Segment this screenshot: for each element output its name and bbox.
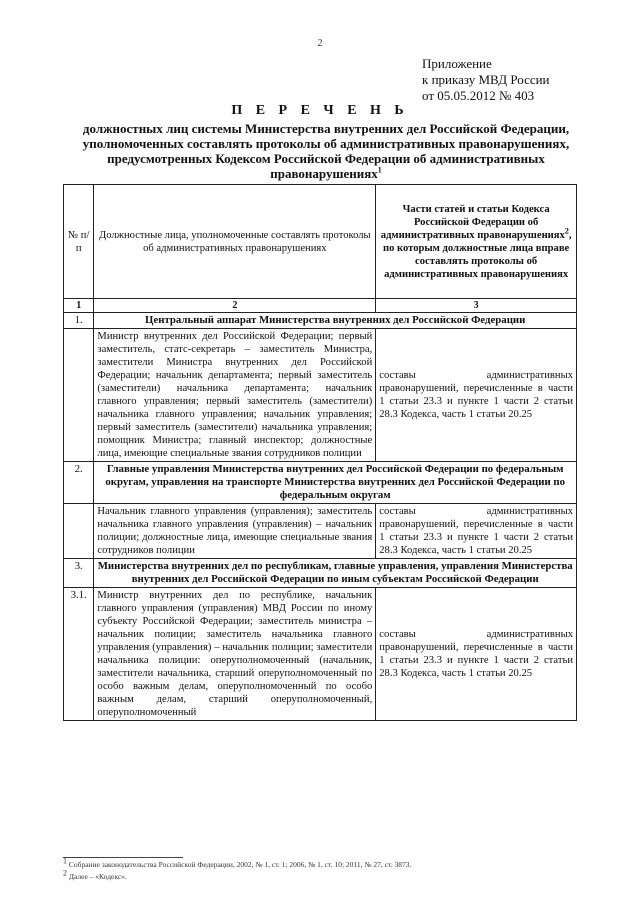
appendix-line-2: к приказу МВД России xyxy=(422,72,550,87)
header-number: № п/п xyxy=(64,185,94,299)
officials-table xyxy=(63,184,577,721)
subtitle-text: должностных лиц системы Министерства внутренних дел Российской Федерации, уполномоченных составлять протоколы об административных правонарушениях, предусмотренных Кодексом Российской Федерации об административных правонарушениях xyxy=(82,121,570,181)
footnote-1 xyxy=(63,856,412,869)
index-cell: 3 xyxy=(376,299,577,313)
footnote-2 xyxy=(63,868,127,881)
footnote-divider xyxy=(63,857,183,858)
header-officials: Должностные лица, уполномоченные составлять протоколы об административных правонарушениях xyxy=(94,185,376,299)
header-articles-tail: , по которым должностные лица вправе составлять протоколы об административных правонарушениях xyxy=(382,229,572,280)
articles-cell: составы административных правонарушений, перечисленные в части 1 статьи 23.3 и пункте 1 части 2 статьи 28.3 Кодекса, часть 1 статьи 20.25 xyxy=(376,504,577,559)
footnote-mark: 2 xyxy=(63,868,67,878)
section-title: Центральный аппарат Министерства внутренних дел Российской Федерации xyxy=(94,313,577,329)
row-number: 2. xyxy=(64,462,94,504)
officials-cell: Начальник главного управления (управления); заместитель начальника главного управления (управления) – начальник полиции; должностные лица, имеющие специальные звания сотрудников полиции xyxy=(94,504,376,559)
section-row xyxy=(64,559,577,588)
section-title: Главные управления Министерства внутренних дел Российской Федерации по федеральным округам, управления на транспорте Министерства внутренних дел Российской Федерации по федеральным округам xyxy=(94,462,577,504)
articles-cell: составы административных правонарушений, перечисленные в части 1 статьи 23.3 и пункте 1 части 2 статьи 28.3 Кодекса, часть 1 статьи 20.25 xyxy=(376,329,577,462)
appendix-note xyxy=(422,56,550,104)
row-number xyxy=(64,504,94,559)
header-footnote-mark: 2 xyxy=(564,225,569,235)
footnote-text: Далее – «Кодекс». xyxy=(67,872,127,881)
document-title: П Е Р Е Ч Е Н Ь xyxy=(231,103,409,118)
officials-cell: Министр внутренних дел по республике, начальник главного управления (управления) МВД России по иному субъекту Российской Федерации; заместитель министра – начальник полиции; заместитель начальника главного управления (управления) – начальник полиции; заместители начальника полиции: оперуполномоченный (начальник, заместители начальника, старший оперуполномоченный по особо важным делам, оперуполномоченный по особо важным делам, старший оперуполномоченный, оперуполномоченный xyxy=(94,588,376,721)
section-row xyxy=(64,462,577,504)
row-number: 3. xyxy=(64,559,94,588)
table-header-row xyxy=(64,185,577,299)
header-articles-text: Части статей и статьи Кодекса Российской Федерации об административных правонарушениях xyxy=(380,203,565,241)
index-cell: 1 xyxy=(64,299,94,313)
table-row xyxy=(64,329,577,462)
footnote-mark: 1 xyxy=(63,856,67,866)
table-row xyxy=(64,504,577,559)
row-number: 1. xyxy=(64,313,94,329)
subtitle-footnote-mark: 1 xyxy=(377,165,382,175)
section-title: Министерства внутренних дел по республикам, главные управления, управления Министерства внутренних дел Российской Федерации по иным субъектам Российской Федерации xyxy=(94,559,577,588)
index-cell: 2 xyxy=(94,299,376,313)
officials-cell: Министр внутренних дел Российской Федерации; первый заместитель, статс-секретарь – заместитель Министра, заместители Министра внутренних дел Российской Федерации; начальник департамента; первый заместитель (заместители) начальника департамента; начальник главного управления; первый заместитель (заместители) начальника главного управления; начальник управления; первый заместитель (заместители) начальника управления; помощник Министра; главный инспектор; должностные лица, имеющие специальные звания сотрудников полиции xyxy=(94,329,376,462)
header-articles xyxy=(376,185,577,299)
table-index-row xyxy=(64,299,577,313)
table-row xyxy=(64,588,577,721)
articles-cell: составы административных правонарушений, перечисленные в части 1 статьи 23.3 и пункте 1 части 2 статьи 28.3 Кодекса, часть 1 статьи 20.25 xyxy=(376,588,577,721)
page-number: 2 xyxy=(317,38,323,49)
document-subtitle xyxy=(76,121,576,181)
row-number xyxy=(64,329,94,462)
row-number: 3.1. xyxy=(64,588,94,721)
appendix-line-3: от 05.05.2012 № 403 xyxy=(422,88,535,103)
section-row xyxy=(64,313,577,329)
footnote-text: Собрание законодательства Российской Федерации, 2002, № 1, ст. 1; 2006, № 1, ст. 10; 2011, № 27, ст. 3873. xyxy=(67,860,412,869)
appendix-line-1: Приложение xyxy=(422,56,492,71)
